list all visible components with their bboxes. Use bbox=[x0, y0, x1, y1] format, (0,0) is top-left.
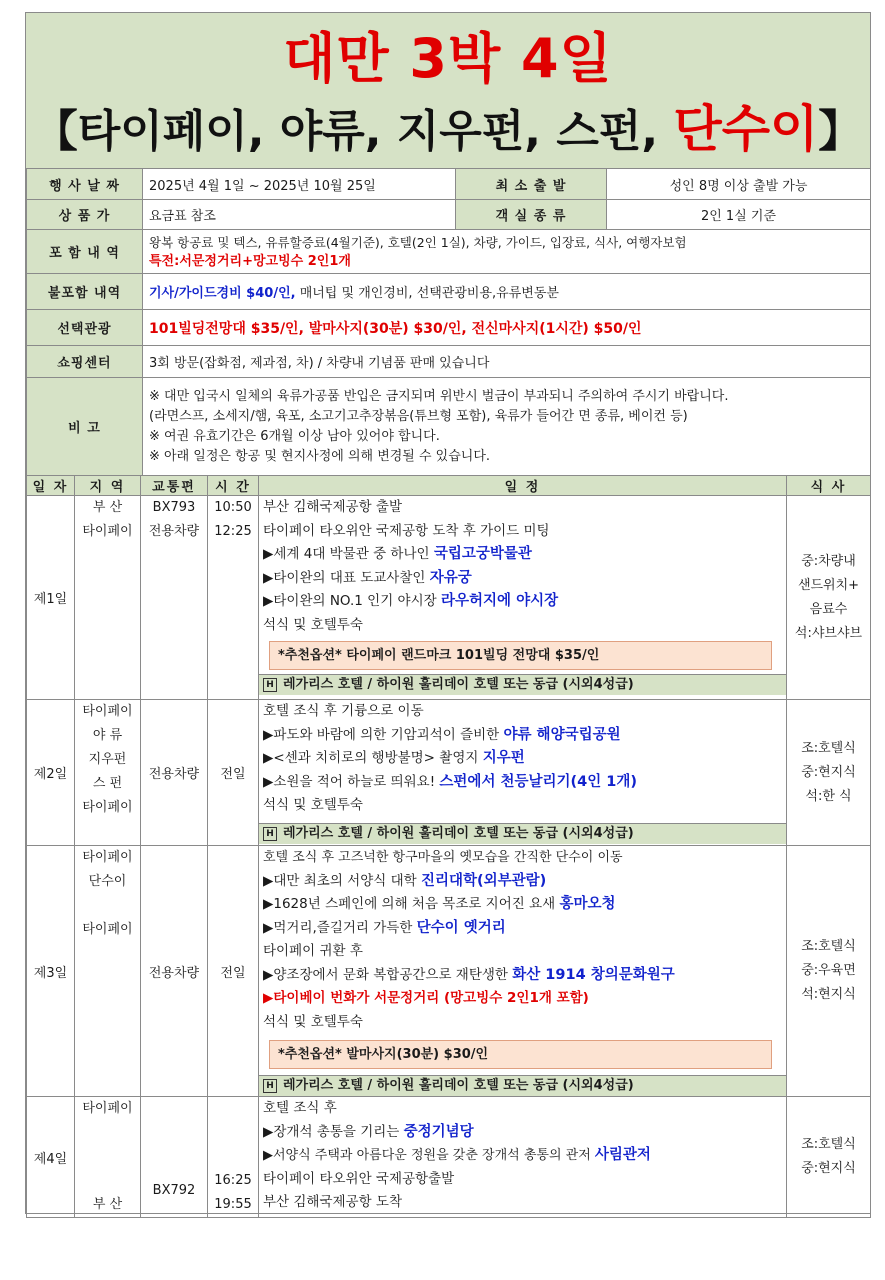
meal: 중:현지식 bbox=[801, 1161, 856, 1176]
itinerary-line: 부산 김해국제공항 출발 bbox=[263, 499, 402, 515]
region-cell bbox=[75, 496, 141, 700]
itinerary-line bbox=[263, 747, 782, 771]
col-region: 지 역 bbox=[75, 476, 141, 496]
itinerary-line: 호텔 조식 후 bbox=[263, 1100, 337, 1116]
transport-cell bbox=[141, 496, 208, 700]
optional-label: 선택관광 bbox=[27, 310, 143, 346]
include-line: 왕복 항공료 및 텍스, 유류할증료(4월기준), 호텔(2인 1실), 차량, 가이드, 입장료, 식사, 여행자보험 bbox=[149, 234, 687, 250]
meal: 조:호텔식 bbox=[801, 1137, 856, 1152]
include-label: 포 함 내 역 bbox=[27, 230, 143, 274]
region: 야 류 bbox=[92, 728, 123, 743]
day-label: 제2일 bbox=[27, 700, 75, 846]
region-spacer bbox=[79, 1121, 136, 1193]
attraction-name: 야류 해양국립공원 bbox=[503, 726, 621, 743]
main-title: 대만 3박 4일 bbox=[283, 27, 613, 90]
itinerary-cell bbox=[259, 846, 787, 1097]
info-table bbox=[26, 168, 871, 476]
exclude-label: 불포함 내역 bbox=[27, 274, 143, 310]
remark-line: (라면스프, 소세지/햄, 육포, 소고기고추장볶음(튜브형 포함), 육류가 들어간 면 종류, 베이컨 등) bbox=[149, 408, 688, 424]
itinerary-line: 석식 및 호텔투숙 bbox=[263, 797, 363, 813]
hotel-bar bbox=[259, 674, 786, 695]
attraction-name: 지우펀 bbox=[482, 750, 525, 766]
time: 10:50 bbox=[214, 500, 252, 515]
itinerary-line bbox=[263, 1144, 782, 1168]
itinerary-line: 호텔 조식 후 고즈넉한 항구마을의 옛모습을 간직한 단수이 이동 bbox=[263, 850, 623, 865]
itinerary-line bbox=[263, 893, 782, 917]
meal: 석:한 식 bbox=[805, 788, 852, 804]
itinerary-line: 타이페이 타오위안 국제공항출발 bbox=[263, 1170, 455, 1187]
room-type-label: 객 실 종 류 bbox=[456, 200, 607, 230]
itinerary-cell bbox=[259, 700, 787, 846]
time: 16:25 bbox=[214, 1173, 252, 1188]
hotel-bar bbox=[259, 1075, 786, 1096]
price-label: 상 품 가 bbox=[27, 200, 143, 230]
itinerary-line bbox=[263, 724, 782, 748]
time: 전일 bbox=[208, 700, 259, 846]
itinerary-cell bbox=[259, 496, 787, 700]
region: 부 산 bbox=[92, 1197, 123, 1212]
sub-title-highlight: 단수이 bbox=[673, 100, 819, 158]
itinerary-sheet bbox=[25, 12, 871, 1214]
transport-cell bbox=[141, 1097, 208, 1218]
line-text: ▶양조장에서 문화 복합공간으로 재탄생한 bbox=[263, 966, 513, 983]
meal: 조:호텔식 bbox=[801, 740, 856, 756]
meal: 조:호텔식 bbox=[801, 939, 856, 954]
period-label: 행 사 날 짜 bbox=[27, 169, 143, 200]
line-text: ▶대만 최초의 서양식 대학 bbox=[263, 872, 421, 889]
itinerary-line: ▶타이베이 번화가 서문정거리 (망고빙수 2인1개 포함) bbox=[263, 990, 589, 1006]
include-bonus: 특전:서문정거리+망고빙수 2인1개 bbox=[149, 253, 351, 269]
remark-line: ※ 대만 입국시 일체의 육류가공품 반입은 금지되며 위반시 벌금이 부과되니 주의하여 주시기 바랍니다. bbox=[149, 388, 729, 404]
remarks-value bbox=[143, 378, 871, 476]
region: 스 펀 bbox=[92, 776, 123, 791]
time: 전일 bbox=[208, 846, 259, 1097]
hotel-text: 레가리스 호텔 / 하이원 훌리데이 호텔 또는 동급 (시외4성급) bbox=[283, 1078, 634, 1093]
transport: 전용차량 bbox=[148, 524, 200, 539]
room-type-value: 2인 1실 기준 bbox=[607, 200, 871, 230]
day-label: 제4일 bbox=[27, 1097, 75, 1218]
meal: 중:차량내 bbox=[801, 553, 856, 569]
col-day: 일 자 bbox=[27, 476, 75, 496]
attraction-name: 중정기념당 bbox=[403, 1123, 474, 1140]
remark-line: ※ 아래 일정은 항공 및 현지사정에 의해 변경될 수 있습니다. bbox=[149, 448, 491, 464]
itinerary-line bbox=[263, 870, 782, 894]
meal: 샌드위치+ bbox=[797, 577, 860, 593]
line-text: ▶세계 4대 박물관 중 하나인 bbox=[263, 546, 434, 562]
itinerary-line: 석식 및 호텔투숙 bbox=[263, 1013, 363, 1030]
itinerary-line bbox=[263, 590, 782, 614]
region: 타이페이 bbox=[82, 704, 133, 719]
region: 타이페이 bbox=[82, 922, 133, 937]
day-label: 제3일 bbox=[27, 846, 75, 1097]
meal: 석:현지식 bbox=[801, 987, 856, 1002]
period-value: 2025년 4월 1일 ~ 2025년 10월 25일 bbox=[143, 169, 456, 200]
attraction-name: 홍마오청 bbox=[559, 896, 616, 912]
shopping-label: 쇼핑센터 bbox=[27, 346, 143, 378]
time: 12:25 bbox=[214, 524, 252, 539]
attraction-name: 진리대학(외부관람) bbox=[420, 872, 547, 889]
day-row bbox=[27, 700, 871, 846]
min-departure-value: 성인 8명 이상 출발 가능 bbox=[607, 169, 871, 200]
meal: 중:우육면 bbox=[801, 963, 856, 978]
day-row bbox=[27, 846, 871, 1097]
region-cell bbox=[75, 1097, 141, 1218]
itinerary-line bbox=[263, 567, 782, 591]
region: 지우펀 bbox=[88, 752, 127, 767]
line-text: ▶1628년 스페인에 의해 처음 목조로 지어진 요새 bbox=[263, 896, 560, 912]
attraction-name: 스펀에서 천등날리기(4인 1개) bbox=[439, 773, 638, 790]
include-value bbox=[143, 230, 871, 274]
meal: 석:샤브샤브 bbox=[794, 625, 863, 641]
sub-title-cities: 【타이페이, 야류, 지우펀, 스펀, bbox=[33, 106, 674, 157]
col-transport: 교통편 bbox=[141, 476, 208, 496]
line-text: ▶장개석 총통을 기리는 bbox=[263, 1123, 404, 1140]
attraction-name: 사림관저 bbox=[594, 1147, 651, 1163]
time-cell bbox=[208, 1097, 259, 1218]
itinerary-line bbox=[263, 1121, 782, 1145]
meal-cell bbox=[787, 846, 871, 1097]
region: 타이페이 bbox=[82, 524, 133, 539]
region: 타이페이 bbox=[82, 850, 133, 865]
col-itinerary: 일 정 bbox=[259, 476, 787, 496]
region-cell bbox=[75, 846, 141, 1097]
itinerary-line: 호텔 조식 후 기륭으로 이동 bbox=[263, 703, 424, 719]
time: 19:55 bbox=[214, 1197, 252, 1212]
line-text: ▶서양식 주택과 아름다운 정원을 갖춘 장개석 총통의 관저 bbox=[263, 1148, 595, 1163]
transport: BX792 bbox=[152, 1183, 196, 1198]
region: 부 산 bbox=[92, 500, 123, 515]
day-row bbox=[27, 1097, 871, 1218]
optional-value: 101빌딩전망대 $35/인, 발마사지(30분) $30/인, 전신마사지(1시간) $50/인 bbox=[143, 310, 871, 346]
attraction-name: 단수이 옛거리 bbox=[416, 919, 506, 936]
hotel-icon: H bbox=[263, 678, 277, 692]
itinerary-line bbox=[263, 771, 782, 795]
region: 타이페이 bbox=[82, 800, 133, 815]
line-text: ▶타이완의 대표 도교사찰인 bbox=[263, 569, 430, 586]
region-spacer bbox=[79, 894, 136, 918]
transport: 전용차량 bbox=[141, 846, 208, 1097]
remark-line: ※ 여권 유효기간은 6개월 이상 남아 있어야 합니다. bbox=[149, 428, 440, 444]
attraction-name: 자유궁 bbox=[429, 569, 472, 586]
region-cell bbox=[75, 700, 141, 846]
hotel-icon: H bbox=[263, 1079, 277, 1093]
itinerary-line: 타이페이 타오위안 국제공항 도착 후 가이드 미팅 bbox=[263, 522, 550, 539]
line-text: ▶먹거리,즐길거리 가득한 bbox=[263, 919, 417, 936]
itinerary-line bbox=[263, 964, 782, 988]
transport: BX793 bbox=[152, 500, 196, 515]
hotel-icon: H bbox=[263, 827, 277, 841]
min-departure-label: 최 소 출 발 bbox=[456, 169, 607, 200]
line-text: ▶<센과 치히로의 행방불명> 촬영지 bbox=[263, 750, 483, 766]
meal: 중:현지식 bbox=[801, 764, 856, 780]
itinerary-line: 타이페이 귀환 후 bbox=[263, 943, 363, 959]
itinerary-line bbox=[263, 917, 782, 941]
hotel-bar bbox=[259, 823, 786, 844]
col-time: 시 간 bbox=[208, 476, 259, 496]
transport: 전용차량 bbox=[141, 700, 208, 846]
recommended-option: *추천옵션* 타이페이 랜드마크 101빌딩 전망대 $35/인 bbox=[269, 641, 772, 670]
itinerary-line: 석식 및 호텔투숙 bbox=[263, 616, 363, 633]
guide-fee: 기사/가이드경비 $40/인, bbox=[149, 286, 296, 301]
hotel-text: 레가리스 호텔 / 하이원 훌리데이 호텔 또는 동급 (시외4성급) bbox=[283, 825, 634, 841]
time-cell bbox=[208, 496, 259, 700]
sub-title bbox=[26, 99, 870, 162]
exclude-rest: 매너팁 및 개인경비, 선택관광비용,유류변동분 bbox=[295, 286, 559, 301]
meal: 음료수 bbox=[809, 601, 848, 617]
hotel-text: 레가리스 호텔 / 하이원 훌리데이 호텔 또는 동급 (시외4성급) bbox=[283, 677, 634, 692]
line-text: ▶파도와 바람에 의한 기암괴석이 즐비한 bbox=[263, 726, 504, 743]
meal-cell bbox=[787, 1097, 871, 1218]
itinerary-line bbox=[263, 543, 782, 567]
title-banner bbox=[26, 13, 870, 169]
shopping-value: 3회 방문(잡화점, 제과점, 차) / 차량내 기념품 판매 있습니다 bbox=[143, 346, 871, 378]
attraction-name: 화산 1914 창의문화원구 bbox=[512, 966, 675, 983]
itinerary-cell bbox=[259, 1097, 787, 1218]
attraction-name: 라우허지에 야시장 bbox=[440, 593, 559, 609]
region: 단수이 bbox=[88, 874, 127, 889]
sub-title-end: 】 bbox=[818, 106, 863, 157]
exclude-value bbox=[143, 274, 871, 310]
col-meals: 식 사 bbox=[787, 476, 871, 496]
day-label: 제1일 bbox=[27, 496, 75, 700]
remarks-label: 비 고 bbox=[27, 378, 143, 476]
schedule-table bbox=[26, 475, 871, 1218]
meal-cell bbox=[787, 496, 871, 700]
attraction-name: 국립고궁박물관 bbox=[433, 546, 532, 562]
line-text: ▶타이완의 NO.1 인기 야시장 bbox=[263, 593, 441, 609]
region: 타이페이 bbox=[82, 1101, 133, 1116]
itinerary-line: 부산 김해국제공항 도착 bbox=[263, 1194, 402, 1210]
day-row bbox=[27, 496, 871, 700]
price-value: 요금표 참조 bbox=[143, 200, 456, 230]
line-text: ▶소원을 적어 하늘로 띄워요! bbox=[263, 773, 440, 790]
recommended-option: *추천옵션* 발마사지(30분) $30/인 bbox=[269, 1040, 772, 1069]
meal-cell bbox=[787, 700, 871, 846]
